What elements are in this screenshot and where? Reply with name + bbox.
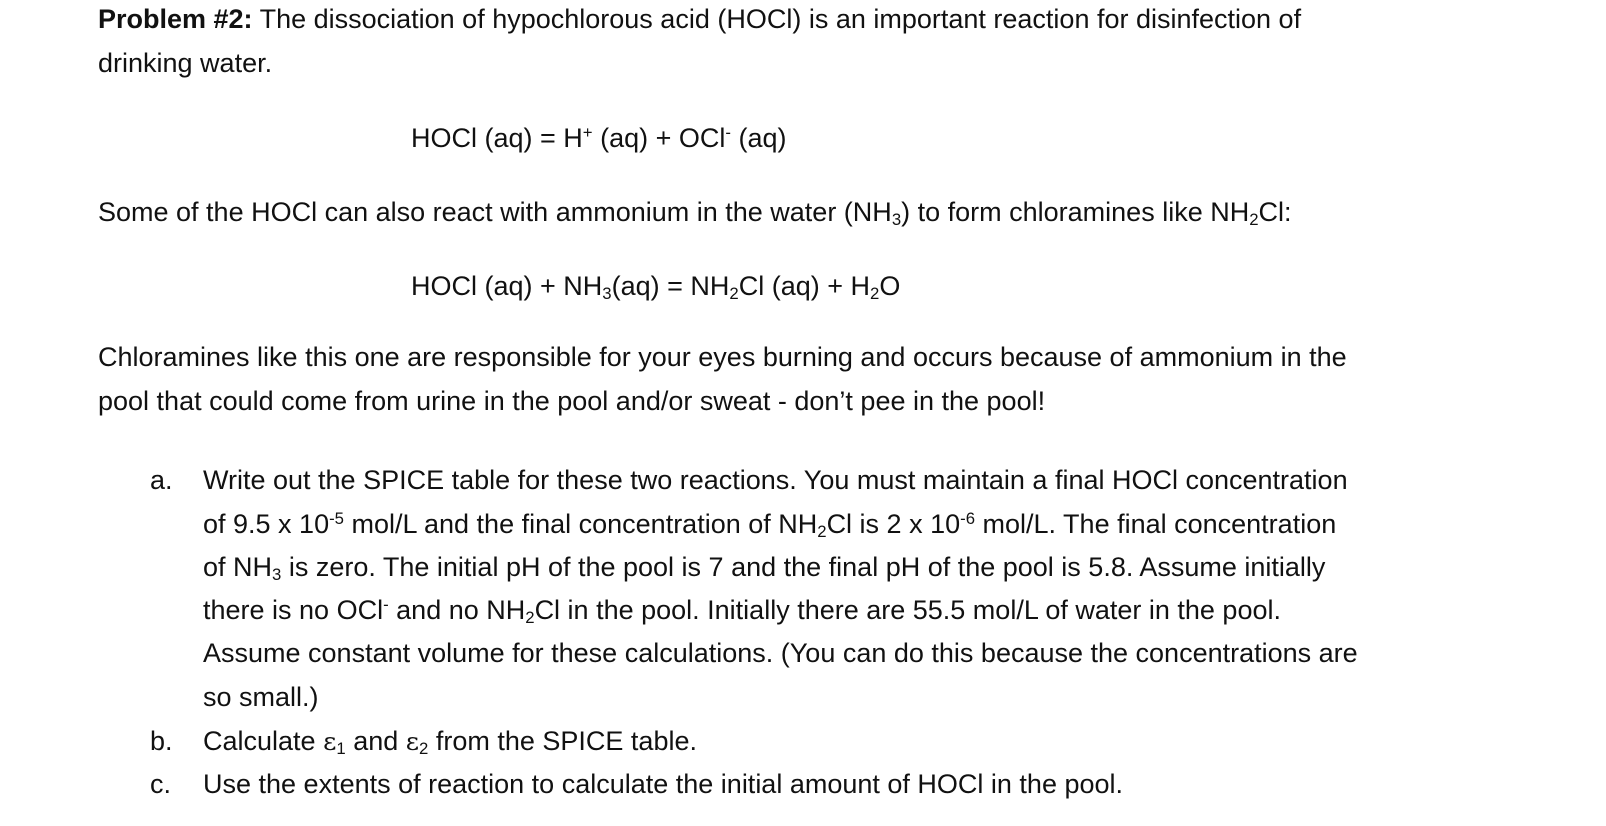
intro-text-1: The dissociation of hypochlorous acid (HOCl) is an important reaction for disinfection of	[252, 4, 1302, 34]
intro-text-2: drinking water.	[98, 48, 273, 78]
item-a-line-1	[203, 467, 1348, 494]
item-a-l3-sub: 3	[272, 565, 282, 585]
item-c-text: Use the extents of reaction to calculate the initial amount of HOCl in the pool.	[203, 769, 1124, 799]
para2-sub-2: 2	[1249, 210, 1259, 230]
item-a-l2-sub: 2	[817, 522, 827, 542]
item-a-line-5	[203, 640, 1358, 667]
para2-sub-3: 3	[891, 210, 902, 230]
eq2-part-d: O	[879, 271, 901, 301]
item-a-l4-sub: 2	[525, 608, 535, 628]
item-b-line	[203, 726, 697, 759]
item-a-line-2	[203, 508, 1337, 542]
eq1-sup-plus: +	[582, 122, 593, 142]
item-b-marker: b.	[150, 726, 173, 756]
item-a-l2-a: of 9.5 x 10	[203, 509, 330, 539]
item-a-text-6: so small.)	[203, 682, 319, 712]
eq2-part-a: HOCl (aq) + NH	[411, 271, 603, 301]
item-a-text-5: Assume constant volume for these calculations. (You can do this because the concentrations are	[203, 638, 1358, 668]
problem-intro-line-2	[98, 50, 272, 77]
eq1-sup-minus: -	[725, 122, 731, 142]
item-a-l4-b: and no NH	[388, 595, 526, 625]
para2-part-a: Some of the HOCl can also react with ammonium in the water (NH	[98, 197, 892, 227]
item-a-line-4	[203, 594, 1281, 628]
item-a-l4-a: there is no OCl	[203, 595, 384, 625]
epsilon-1-symbol: ε	[323, 727, 337, 757]
equation-dissociation	[411, 122, 787, 153]
eq2-sub-3: 3	[602, 284, 612, 304]
eq1-part-a: HOCl (aq) = H	[411, 123, 583, 153]
eq2-part-c: Cl (aq) + H	[738, 271, 870, 301]
para3-line-1: Chloramines like this one are responsible for your eyes burning and occurs because of ammonium in the	[98, 342, 1347, 372]
item-b-text-b: and	[345, 726, 406, 756]
problem-intro-line-1	[98, 6, 1301, 33]
eq2-sub-2a: 2	[729, 284, 739, 304]
item-c-line	[203, 771, 1123, 798]
item-a-l2-d: mol/L. The final concentration	[975, 509, 1337, 539]
item-a-l3-a: of NH	[203, 552, 273, 582]
item-a-marker: a.	[150, 465, 173, 495]
eq1-part-b: (aq) + OCl	[592, 123, 726, 153]
para3-line-2: pool that could come from urine in the pool and/or sweat - don’t pee in the pool!	[98, 386, 1046, 416]
eq1-part-c: (aq)	[730, 123, 787, 153]
item-a-line-3	[203, 552, 1326, 585]
epsilon-2-symbol: ε	[405, 727, 420, 757]
item-c-marker: c.	[150, 769, 172, 799]
equation-chloramine-formation	[411, 271, 901, 304]
eq2-sub-2b: 2	[870, 284, 880, 304]
item-b-text-c: from the SPICE table.	[428, 726, 697, 756]
item-a-l2-b: mol/L and the final concentration of NH	[343, 509, 818, 539]
paragraph-chloramine-line-2	[98, 388, 1045, 415]
epsilon-1-sub: 1	[336, 739, 346, 759]
item-a-l2-sup-c: -6	[960, 508, 976, 528]
item-a-l2-sup-a: -5	[329, 508, 344, 528]
item-a-l3-b: is zero. The initial pH of the pool is 7 and the final pH of the pool is 5.8. Assume initially	[281, 552, 1326, 582]
item-b-text-a: Calculate	[203, 726, 324, 756]
item-a-text-1: Write out the SPICE table for these two reactions. You must maintain a final HOCl concentration	[203, 465, 1348, 495]
item-a-line-6	[203, 684, 319, 711]
item-a-l4-c: Cl in the pool. Initially there are 55.5 mol/L of water in the pool.	[534, 595, 1281, 625]
item-a-l2-c: Cl is 2 x 10	[826, 509, 961, 539]
eq2-part-b: (aq) = NH	[611, 271, 730, 301]
paragraph-chloramine-intro	[98, 197, 1292, 230]
para2-part-c: Cl:	[1258, 197, 1292, 227]
para2-part-b: ) to form chloramines like NH	[901, 197, 1250, 227]
item-a-l4-sup: -	[383, 594, 389, 614]
epsilon-2-sub: 2	[419, 739, 429, 759]
paragraph-chloramine-line-1	[98, 344, 1347, 371]
problem-label: Problem #2:	[98, 4, 253, 34]
